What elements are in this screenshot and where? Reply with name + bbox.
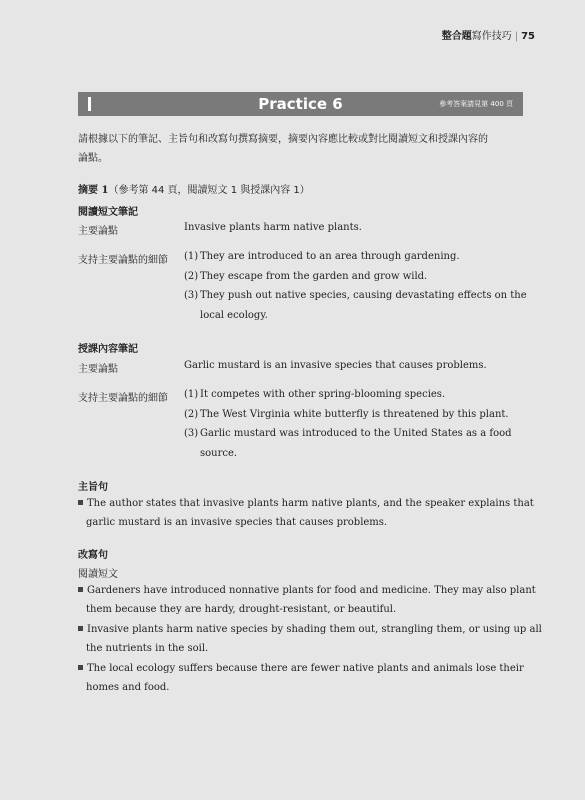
summary-heading	[78, 181, 310, 200]
bullet-icon	[78, 587, 83, 592]
bullet-icon	[78, 626, 83, 631]
lecture-main-label: 主要論點	[78, 364, 118, 375]
page-number: 75	[521, 31, 535, 42]
paraphrase-bullet-3: The local ecology suffers because there are fewer native plants and animals lose their	[78, 663, 524, 674]
bullet-icon	[78, 500, 83, 505]
reading-notes-heading: 閱讀短文筆記	[78, 207, 138, 218]
lecture-notes-heading: 授課內容筆記	[78, 344, 138, 355]
instruction-line-2: 論點。	[78, 153, 108, 164]
bullet-icon	[78, 665, 83, 670]
reading-detail-2: (2) They escape from the garden and grow wild.	[184, 271, 428, 282]
subsection-title: 寫作技巧	[471, 31, 512, 42]
reading-detail-3-cont: local ecology.	[200, 310, 268, 321]
lecture-detail-3-cont: source.	[200, 448, 238, 459]
lecture-detail-2: (2) The West Virginia white butterfly is threatened by this plant.	[184, 409, 509, 420]
reading-main-label: 主要論點	[78, 226, 118, 237]
reading-detail-1: (1) They are introduced to an area through gardening.	[184, 251, 460, 262]
reading-support-label: 支持主要論點的細節	[78, 255, 168, 266]
paraphrase-subheading: 閱讀短文	[78, 569, 118, 580]
topic-sentence-cont: garlic mustard is an invasive species that causes problems.	[86, 517, 388, 528]
paraphrase-bullet-2: Invasive plants harm native species by shading them out, strangling them, or using up all	[78, 624, 542, 635]
practice-banner	[78, 92, 523, 116]
section-title: 整合題	[441, 31, 472, 42]
reading-main-point: Invasive plants harm native plants.	[184, 222, 362, 233]
instruction-line-1: 請根據以下的筆記、主旨句和改寫句撰寫摘要，摘要內容應比較或對比閱讀短文和授課內容的	[78, 134, 488, 145]
lecture-detail-3: (3) Garlic mustard was introduced to the United States as a food	[184, 428, 512, 439]
summary-heading-number: 摘要 1	[78, 185, 109, 196]
paraphrase-heading: 改寫句	[78, 550, 108, 561]
paraphrase-bullet-1: Gardeners have introduced nonnative plants for food and medicine. They may also plant	[78, 585, 536, 596]
paraphrase-bullet-2-cont: the nutrients in the soil.	[86, 643, 209, 654]
answer-reference: 參考答案請見第 400 頁	[439, 100, 513, 108]
topic-heading: 主旨句	[78, 482, 108, 493]
paraphrase-bullet-1-cont: them because they are hardy, drought-resistant, or beautiful.	[86, 604, 397, 615]
page-header	[442, 27, 535, 42]
paraphrase-bullet-3-cont: homes and food.	[86, 682, 170, 693]
lecture-main-point: Garlic mustard is an invasive species that causes problems.	[184, 360, 487, 371]
reading-detail-3: (3) They push out native species, causing devastating effects on the	[184, 290, 527, 301]
header-separator: |	[514, 31, 519, 42]
lecture-support-label: 支持主要論點的細節	[78, 393, 168, 404]
lecture-detail-1: (1) It competes with other spring-blooming species.	[184, 389, 446, 400]
practice-title: Practice 6	[258, 95, 343, 113]
summary-heading-detail: （參考第 44 頁，閱讀短文 1 與授課內容 1）	[108, 185, 310, 196]
topic-sentence: The author states that invasive plants harm native plants, and the speaker explains that	[78, 498, 534, 509]
